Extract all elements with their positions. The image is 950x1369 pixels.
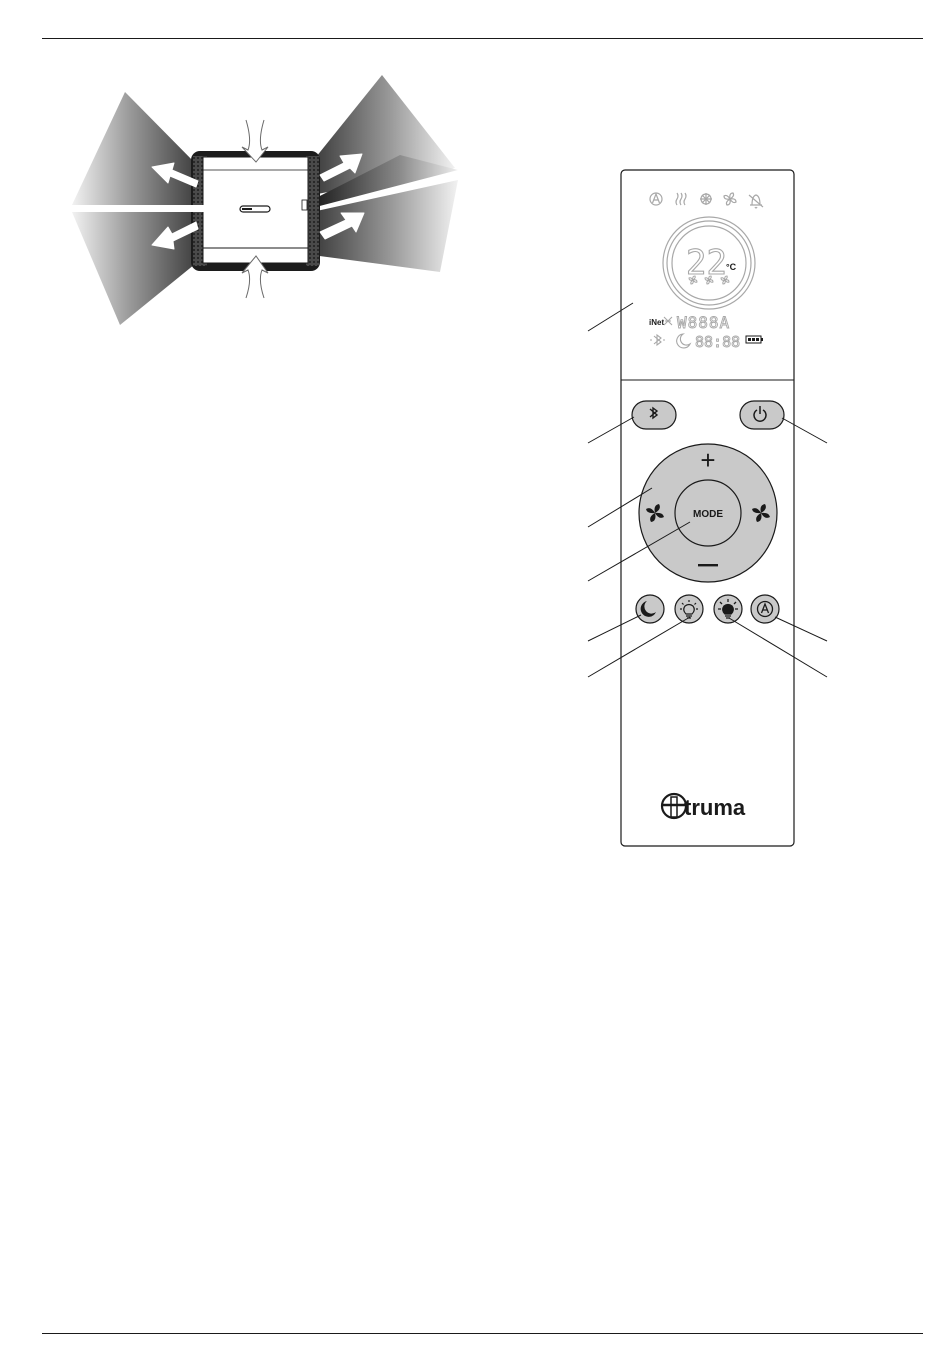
power-button[interactable] [740,401,784,429]
airflow-illustration [70,75,458,325]
temperature-readout: 22 [686,243,727,283]
mode-button-label: MODE [693,509,723,520]
truma-logo [662,794,746,820]
remote-control [621,170,794,846]
mode-button[interactable] [675,480,741,546]
left-airflow-beam-upper [72,92,200,205]
light-bright-button[interactable] [714,595,742,623]
plus-button[interactable]: + [700,445,716,475]
auto-button[interactable] [751,595,779,623]
temperature-unit: °C [726,262,737,272]
light-dim-button[interactable] [675,595,703,623]
left-air-stripe [70,205,204,212]
inet-label: iNet [649,318,665,327]
left-airflow-beam-lower [72,212,200,325]
bluetooth-button[interactable] [632,401,676,429]
segment-display: W888A [677,313,731,332]
brand-name: truma [684,795,746,820]
clock-display: 88:88 [695,333,741,351]
night-mode-button[interactable] [636,595,664,623]
minus-button[interactable] [698,564,718,566]
